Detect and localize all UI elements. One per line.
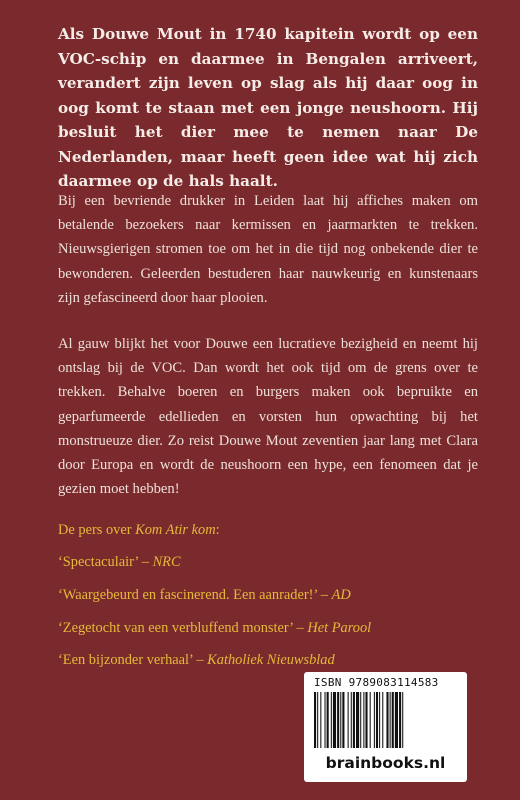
press-quote (58, 552, 478, 572)
barcode-bar (331, 692, 332, 748)
press-heading-suffix: : (215, 522, 220, 538)
press-quote-text: ‘Een bijzonder verhaal’ (58, 652, 193, 668)
barcode-bar (390, 692, 391, 748)
press-quote (58, 618, 478, 638)
barcode-bar (379, 692, 380, 748)
barcode-bar (356, 692, 359, 748)
barcode-bar (360, 692, 361, 748)
press-quote-text: ‘Spectaculair’ (58, 554, 139, 570)
barcode-box (304, 672, 467, 782)
body-paragraph-2: Al gauw blijkt het voor Douwe een lucratieve bezigheid en neemt hij ontslag bij de VOC. Dan wordt het ook tijd om de grens over te trekken. Behalve boeren en burgers maken ook bepruikte en geparfumeerde edellieden en vorsten hun opwachting bij het monstrueuze dier. Zo reist Douwe Mout zeventien jaar lang met Clara door Europa en wordt de neushoorn een hype, een fenomeen dat je gezien moet hebben! (58, 336, 478, 498)
press-quote-source: AD (331, 587, 351, 603)
barcode-bar (363, 692, 364, 748)
barcode-bar (317, 692, 318, 748)
barcode-bar (382, 692, 383, 748)
press-quote-dash: – (292, 620, 308, 636)
barcode-bar (351, 692, 352, 748)
press-heading (58, 520, 478, 540)
press-heading-book-title: Kom Atir kom (135, 522, 216, 538)
press-quote-text: ‘Waargebeurd en fascinerend. Een aanrader!’ (58, 587, 318, 603)
press-quote-dash: – (317, 587, 332, 603)
barcode-bar (376, 692, 378, 748)
intro-paragraph: Als Douwe Mout in 1740 kapitein wordt op een VOC-schip en daarmee in Bengalen arriveert, verandert zijn leven op slag als hij daar oog in oog komt te staan met een jonge neushoorn. Hij besluit het dier mee te nemen naar De Nederlanden, maar heeft geen idee wat hij zich daarmee op de hals haalt. (58, 25, 478, 190)
barcode-bar (327, 692, 329, 748)
press-heading-prefix: De pers over (58, 522, 136, 538)
barcode-bar (320, 692, 321, 748)
press-quote-source: Het Parool (307, 620, 372, 636)
press-quote-text: ‘Zegetocht van een verbluffend monster’ (58, 620, 293, 636)
barcode-bar (337, 692, 339, 748)
barcode-bar (395, 692, 398, 748)
barcode-bar (386, 692, 388, 748)
press-quote-dash: – (192, 652, 208, 668)
barcode-bar (365, 692, 367, 748)
press-quote-source: NRC (152, 554, 181, 570)
barcode-bar (392, 692, 394, 748)
barcode-bar (374, 692, 375, 748)
press-quote-dash: – (138, 554, 153, 570)
barcode-bar (325, 692, 326, 748)
press-quote (58, 650, 478, 670)
barcode-bar (348, 692, 349, 748)
isbn-label: ISBN 9789083114583 (314, 676, 439, 689)
barcode-image (314, 692, 457, 748)
body-paragraph-1: Bij een bevriende drukker in Leiden laat hij affiches maken om betalende bezoekers naar kermissen en jaarmarkten te trekken. Nieuwsgierigen stromen toe om het in die tijd nog onbekende dier te bewonderen. Geleerden bestuderen haar nauwkeurig en kunstenaars zijn gefascineerd door haar plooien. (58, 193, 478, 306)
barcode-bar (333, 692, 336, 748)
barcode-bar (402, 692, 403, 748)
press-quote-source: Katholiek Nieuwsblad (207, 652, 335, 668)
barcode-bar (342, 692, 344, 748)
barcode-bar (340, 692, 341, 748)
barcode-bar (399, 692, 401, 748)
barcode-bar (370, 692, 371, 748)
publisher-website: brainbooks.nl (325, 754, 446, 772)
barcode-bar (314, 692, 316, 748)
barcode-bar (353, 692, 355, 748)
press-quote (58, 585, 478, 605)
